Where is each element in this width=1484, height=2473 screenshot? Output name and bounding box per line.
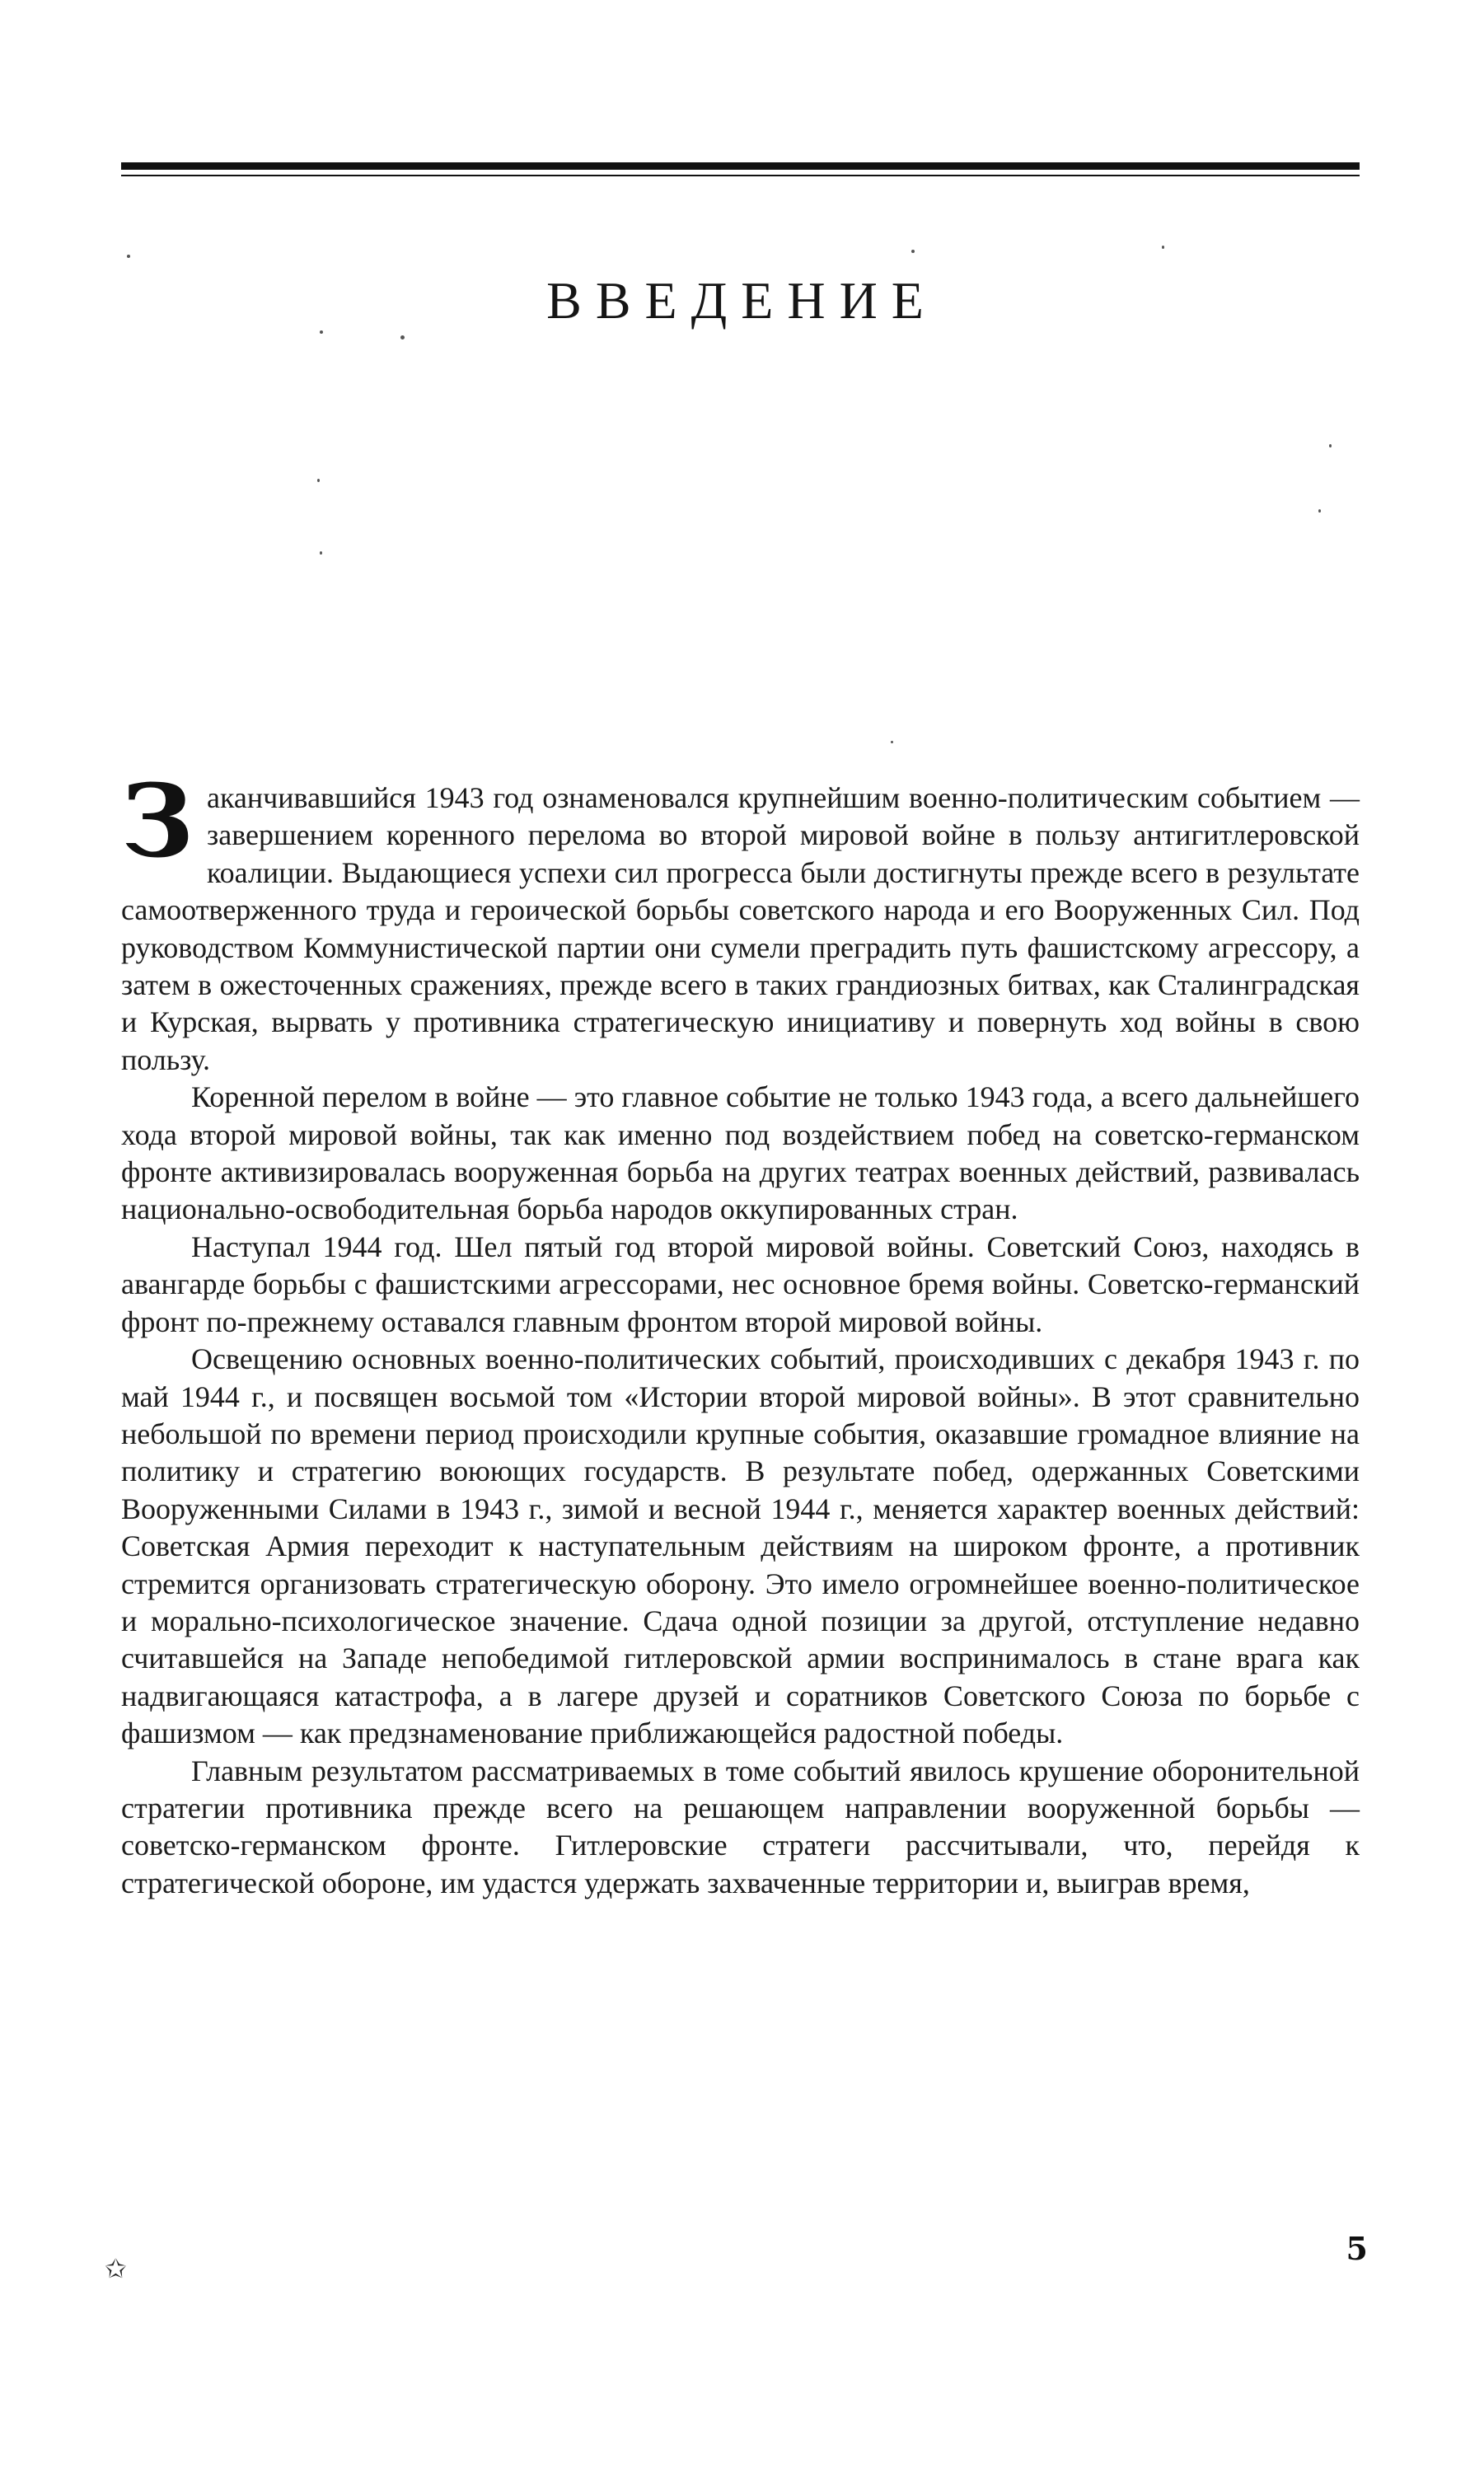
- scan-speck: [317, 479, 320, 482]
- body-text: [121, 761, 1360, 1902]
- scan-speck: [127, 255, 130, 258]
- paragraph-2: Коренной перелом в войне — это главное событие не только 1943 года, а всего дальнейшего хода второй мировой войны, так как именно под воздействием побед на советско-германском фронте активизировалась вооруженная борьба на других театрах военных действий, развивалась национально-освободительная борьба народов оккупированных стран.: [121, 1080, 1360, 1226]
- paragraph-4: Освещению основных военно-политических событий, происходивших с декабря 1943 г. по май 1944 г., и посвящен восьмой том «Истории второй мировой войны». В этот сравнительно небольшой по времени период происходили крупные события, оказавшие громадное влияние на политику и стратегию воюющих государств. В результате побед, одержанных Советскими Вооруженными Силами в 1943 г., зимой и весной 1944 г., меняется характер военных действий: Советская Армия переходит к наступательным действиям на широком фронте, а противник стремится организовать стратегическую оборону. Это имело огромнейшее военно-политическое и морально-психологическое значение. Сдача одной позиции за другой, отступление недавно считавшейся на Западе непобедимой гитлеровской армии воспринималось в стане врага как надвигающаяся катастрофа, а в лагере друзей и соратников Советского Союза по борьбе с фашизмом — как предзнаменование приближающейся радостной победы.: [121, 1342, 1360, 1750]
- scan-speck: [1329, 444, 1332, 447]
- header-rule-thin: [121, 175, 1360, 176]
- drop-cap: З: [121, 761, 194, 880]
- scan-speck: [1162, 246, 1164, 249]
- scan-speck: [911, 250, 915, 253]
- scan-speck: [320, 551, 322, 555]
- star-ornament-icon: ✩: [105, 2253, 127, 2284]
- scan-speck: [320, 330, 323, 334]
- paragraph-3: Наступал 1944 год. Шел пятый год второй мировой войны. Советский Союз, находясь в авангарде борьбы с фашистскими агрессорами, нес основное бремя войны. Советско-германский фронт по-прежнему оставался главным фронтом второй мировой войны.: [121, 1229, 1360, 1338]
- paragraph-5: Главным результатом рассматриваемых в томе событий явилось крушение оборонительной стратегии противника прежде всего на решающем направлении вооруженной борьбы — советско-германском фронте. Гитлеровские стратеги рассчитывали, что, перейдя к стратегической обороне, им удастся удержать захваченные территории и, выиграв время,: [121, 1754, 1360, 1899]
- header-rule-thick: [121, 162, 1360, 170]
- scan-speck: [1318, 509, 1321, 513]
- paragraph-1-text: аканчивавшийся 1943 год ознаменовался крупнейшим военно-политическим событием — завершением коренного перелома во второй мировой войне в пользу антигитлеровской коалиции. Выдающиеся успехи сил прогресса были достигнуты прежде всего в результате самоотверженного труда и героической борьбы советского народа и его Вооруженных Сил. Под руководством Коммунистической партии они сумели преградить путь фашистскому агрессору, а затем в ожесточенных сражениях, прежде всего в таких грандиозных битвах, как Сталинградская и Курская, вырвать у противника стратегическую инициативу и повернуть ход войны в свою пользу.: [121, 781, 1360, 1076]
- scan-speck: [400, 335, 405, 340]
- chapter-title: ВВЕДЕНИЕ: [546, 271, 938, 330]
- scan-speck: [891, 741, 893, 743]
- paragraph-1: [121, 761, 1360, 1079]
- page-number: 5: [1346, 2230, 1368, 2267]
